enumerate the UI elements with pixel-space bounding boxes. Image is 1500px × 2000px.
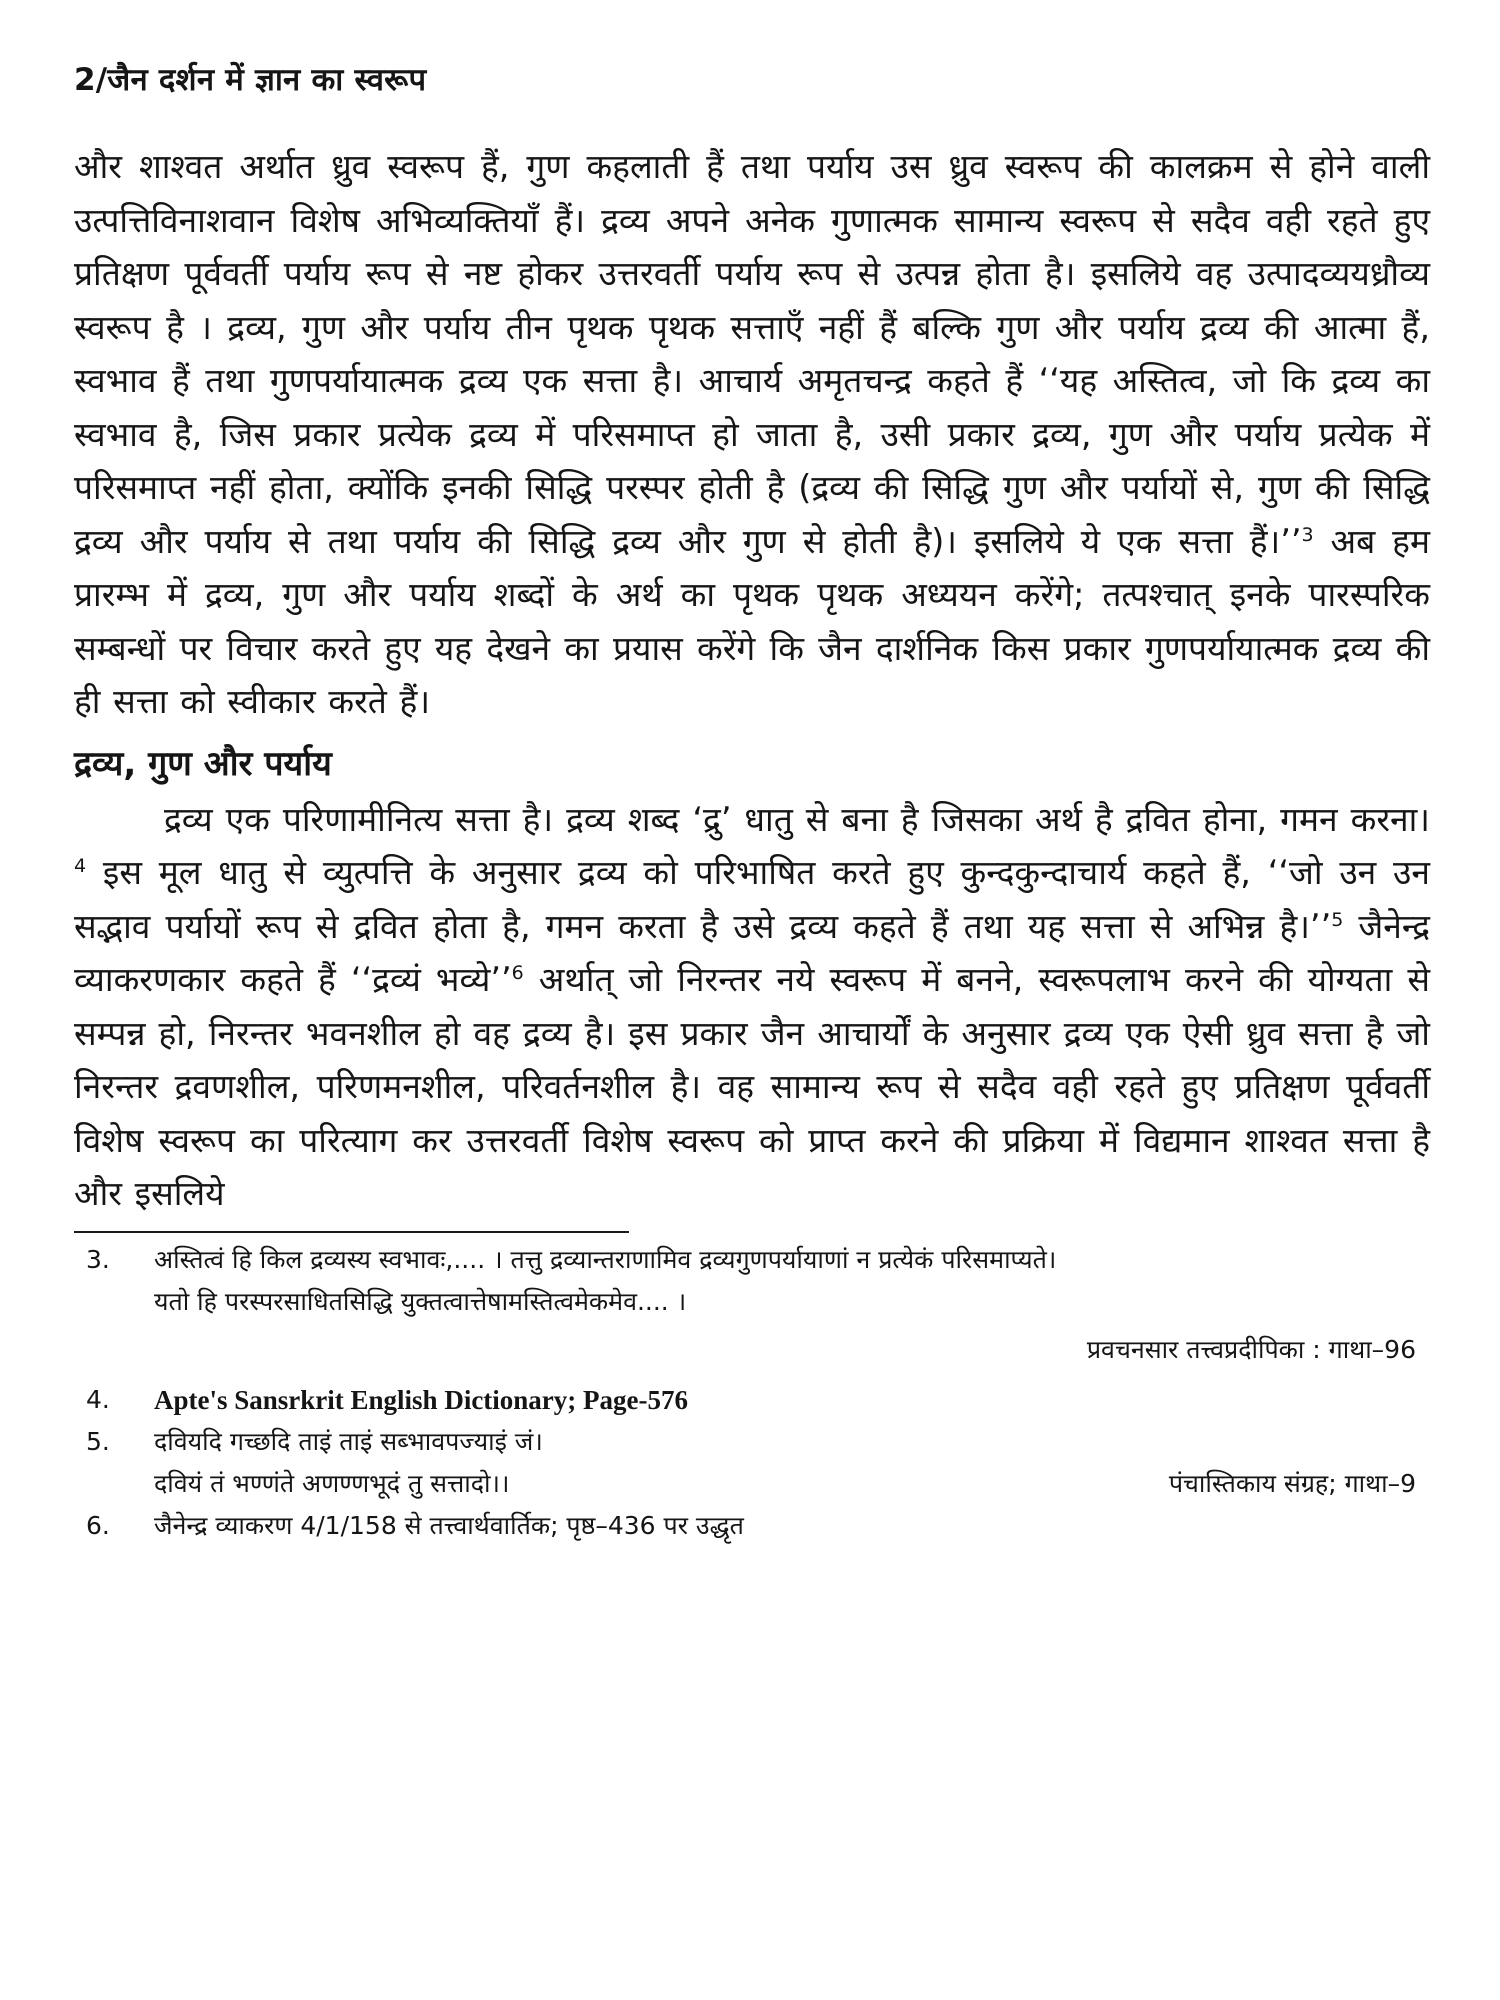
section-heading: द्रव्य, गुण और पर्याय — [74, 743, 332, 784]
footnotes — [74, 1239, 1430, 1547]
footnote-ref-5[interactable]: 5 — [1331, 908, 1344, 931]
body-paragraph-2 — [74, 793, 1430, 1221]
footnote-ref-6[interactable]: 6 — [511, 961, 524, 984]
paragraph-text: और शाश्वत अर्थात ध्रुव स्वरूप हैं, गुण कहलाती हैं तथा पर्याय उस ध्रुव स्वरूप की कालक्रम से होने वाली उत्पत्तिविनाशवान विशेष अभिव्यक्तियाँ हैं। द्रव्य अपने अनेक गुणात्मक सामान्य स्वरूप से सदैव वही रहते हुए प्रतिक्षण पूर्ववर्ती पर्याय रूप से नष्ट होकर उत्तरवर्ती पर्याय रूप से उत्पन्न होता है। इसलिये वह उत्पादव्ययध्रौव्य स्वरूप है । द्रव्य, गुण और पर्याय तीन पृथक पृथक सत्ताएँ नहीं हैं बल्कि गुण और पर्याय द्रव्य की आत्मा हैं, स्वभाव हैं तथा गुणपर्यायात्मक द्रव्य एक सत्ता है। आचार्य अमृतचन्द्र कहते हैं ‘‘यह अस्तित्व, जो कि द्रव्य का स्वभाव है, जिस प्रकार प्रत्येक द्रव्य में परिसमाप्त हो जाता है, उसी प्रकार द्रव्य, गुण और पर्याय प्रत्येक में परिसमाप्त नहीं होता, क्योंकि इनकी सिद्धि परस्पर होती है (द्रव्य की सिद्धि गुण और पर्यायों से, गुण की सिद्धि द्रव्य और पर्याय से तथा पर्याय की सिद्धि द्रव्य और गुण से होती है)। इसलिये ये एक सत्ता हैं।’’ — [74, 147, 1430, 561]
paragraph-text: जैनेन्द्र व्याकरणकार कहते हैं ‘‘द्रव्यं भव्ये’’ — [74, 906, 1430, 999]
footnote-5 — [74, 1421, 1430, 1505]
footnote-body — [154, 1421, 1430, 1505]
footnote-source: प्रवचनसार तत्त्वप्रदीपिका : गाथा–96 — [1086, 1334, 1416, 1364]
paragraph-text: अब हम प्रारम्भ में द्रव्य, गुण और पर्याय शब्दों के अर्थ का पृथक पृथक अध्ययन करेंगे; तत्पश्चात् इनके पारस्परिक सम्बन्धों पर विचार करते हुए यह देखने का प्रयास करेंगे कि जैन दार्शनिक किस प्रकार गुणपर्यायात्मक द्रव्य की ही सत्ता को स्वीकार करते हैं। — [74, 521, 1430, 721]
footnote-line-with-source — [154, 1463, 1430, 1505]
footnote-line: यतो हि परस्परसाधितसिद्धि युक्तत्वात्तेषामस्तित्वमेकमेव.... । — [154, 1286, 687, 1316]
footnote-number: 5. — [86, 1426, 110, 1456]
footnote-divider — [74, 1231, 629, 1233]
footnote-body: Apte's Sansrkrit English Dictionary; Page-576 — [154, 1384, 689, 1415]
footnote-number: 6. — [86, 1510, 110, 1540]
body-paragraph-1 — [74, 140, 1430, 729]
footnote-number: 4. — [86, 1384, 110, 1414]
footnote-6 — [74, 1505, 1430, 1547]
footnote-ref-3[interactable]: 3 — [1301, 523, 1314, 546]
running-head: 2/जैन दर्शन में ज्ञान का स्वरूप — [74, 62, 427, 98]
footnote-body — [154, 1239, 1430, 1379]
footnote-line: अस्तित्वं हि किल द्रव्यस्य स्वभावः,.... । तत्तु द्रव्यान्तराणामिव द्रव्यगुणपर्यायाणां न प्रत्येकं परिसमाप्यते। — [154, 1244, 1057, 1274]
paragraph-text: द्रव्य एक परिणामीनित्य सत्ता है। द्रव्य शब्द ‘द्रु’ धातु से बना है जिसका अर्थ है द्रवित होना, गमन करना। — [164, 799, 1430, 839]
footnote-line: दवियं तं भण्णंते अणण्णभूदं तु सत्तादो।। — [154, 1468, 510, 1498]
footnote-line: दवियदि गच्छदि ताइं ताइं सब्भावपज्याइं जं। — [154, 1426, 543, 1456]
footnote-4 — [74, 1379, 1430, 1421]
footnote-ref-4[interactable]: 4 — [74, 854, 87, 877]
paragraph-text: इस मूल धातु से व्युत्पत्ति के अनुसार द्रव्य को परिभाषित करते हुए कुन्दकुन्दाचार्य कहते हैं, ‘‘जो उन उन सद्भाव पर्यायों रूप से द्रवित होता है, गमन करता है उसे द्रव्य कहते हैं तथा यह सत्ता से अभिन्न है।’’ — [74, 853, 1430, 946]
paragraph-text: अर्थात् जो निरन्तर नये स्वरूप में बनने, स्वरूपलाभ करने की योग्यता से सम्पन्न हो, निरन्तर भवनशील हो वह द्रव्य है। इस प्रकार जैन आचार्यों के अनुसार द्रव्य एक ऐसी ध्रुव सत्ता है जो निरन्तर द्रवणशील, परिणमनशील, परिवर्तनशील है। वह सामान्य रूप से सदैव वही रहते हुए प्रतिक्षण पूर्ववर्ती विशेष स्वरूप का परित्याग कर उत्तरवर्ती विशेष स्वरूप को प्राप्त करने की प्रक्रिया में विद्यमान शाश्वत सत्ता है और इसलिये — [74, 960, 1430, 1213]
footnote-number: 3. — [86, 1244, 110, 1274]
footnote-3 — [74, 1239, 1430, 1379]
footnote-body: जैनेन्द्र व्याकरण 4/1/158 से तत्त्वार्थवार्तिक; पृष्ठ–436 पर उद्धृत — [154, 1510, 744, 1540]
footnote-source: पंचास्तिकाय संग्रह; गाथा–9 — [1168, 1468, 1416, 1498]
